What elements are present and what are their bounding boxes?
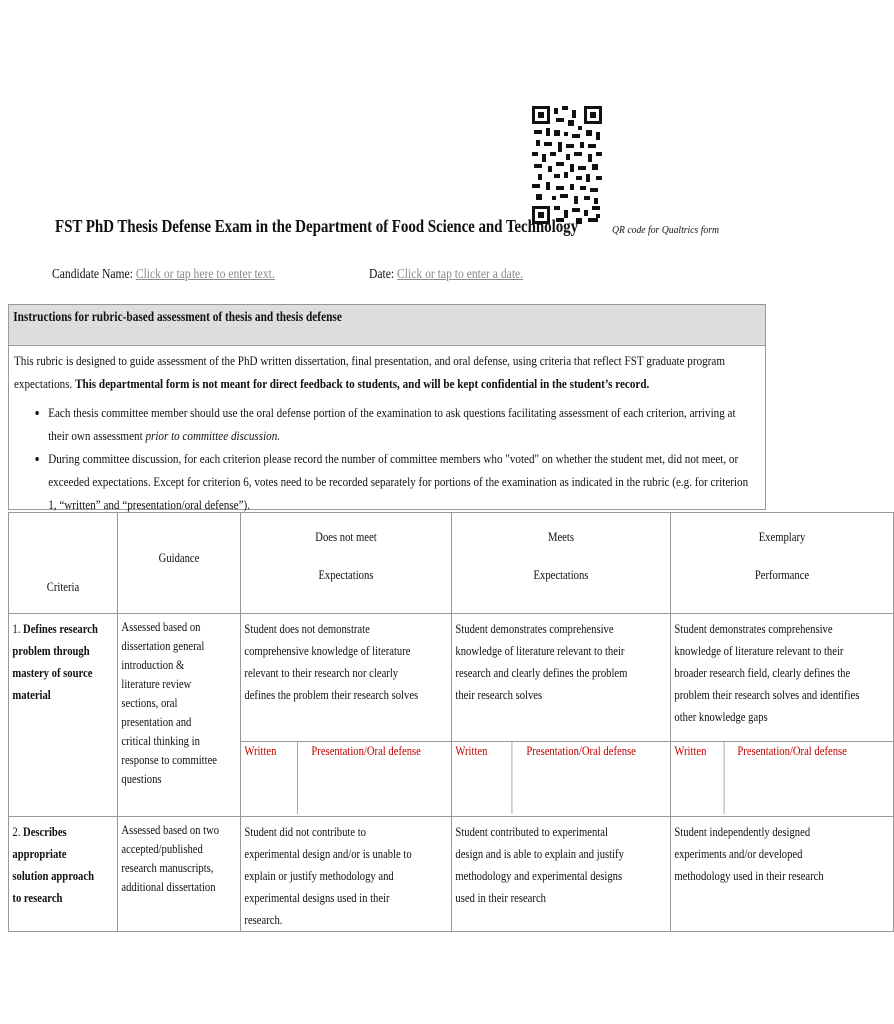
candidate-name-input[interactable]: Click or tap here to enter text. — [135, 266, 275, 281]
instructions-intro — [14, 349, 749, 395]
qr-caption: QR code for Qualtrics form — [612, 224, 720, 236]
vote-cell-exemplary — [671, 742, 894, 817]
list-item — [48, 447, 749, 516]
meets-cell: Student contributed to experimental design and is able to explain and justify methodology and experimental designs used in their research — [452, 817, 671, 932]
rubric-header-row — [9, 513, 894, 614]
vote-oral[interactable]: Presentation/Oral defense — [526, 744, 636, 758]
date-label: Date: — [369, 266, 395, 281]
vote-written[interactable]: Written — [241, 742, 298, 814]
candidate-name-row — [52, 266, 275, 282]
exemplary-cell: Student demonstrates comprehensive knowledge of literature relevant to their broader research field, clearly defines the problem their research solves and identifies other knowledge gaps — [671, 614, 894, 742]
bullet1-text: Each thesis committee member should use the oral defense portion of the examination to ask questions facilitating assessment of each criterion, arriving at their own assessment — [48, 405, 736, 443]
intro-bold-text: This departmental form is not meant for direct feedback to students, and will be kept confidential in the student’s record. — [75, 376, 650, 391]
header-criteria: Criteria — [9, 513, 118, 614]
meets-cell: Student demonstrates comprehensive knowledge of literature relevant to their research and clearly defines the problem their research solves — [452, 614, 671, 742]
header-guidance: Guidance — [118, 513, 241, 614]
vote-oral[interactable]: Presentation/Oral defense — [737, 744, 847, 758]
exemplary-cell: Student independently designed experiments and/or developed methodology used in their research — [671, 817, 894, 932]
list-item — [48, 401, 749, 447]
qr-code-icon — [532, 106, 602, 224]
instructions-heading: Instructions for rubric-based assessment of thesis and thesis defense — [13, 309, 342, 324]
guidance-cell: Assessed based on two accepted/published research manuscripts, additional dissertation — [118, 817, 241, 932]
vote-written[interactable]: Written — [452, 742, 512, 814]
vote-oral[interactable]: Presentation/Oral defense — [311, 744, 421, 758]
table-row — [9, 614, 894, 742]
vote-written[interactable]: Written — [671, 742, 725, 814]
header-exemplary: Exemplary Performance — [671, 513, 894, 614]
criterion-cell: 2. Describes appropriate solution approach to research — [9, 817, 118, 932]
rubric-table — [8, 512, 894, 932]
instructions-body — [14, 349, 749, 516]
bullet2-text: During committee discussion, for each criterion please record the number of committee members who "voted" on whether the student met, did not meet, or exceeded expectations. Except for criterion 6, votes need to be recorded separately for portions of the examination as indicated in the rubric (e.g. for criterion 1, “written” and “presentation/oral defense”). — [48, 451, 749, 512]
vote-cell-meets — [452, 742, 671, 817]
criterion-cell: 1. Defines research problem through mastery of source material — [9, 614, 118, 817]
candidate-name-label: Candidate Name: — [52, 266, 133, 281]
guidance-cell: Assessed based on dissertation general introduction & literature review sections, oral presentation and critical thinking in response to committee questions — [118, 614, 241, 817]
not-meet-cell: Student did not contribute to experimental design and/or is unable to explain or justify methodology and experimental designs used in their research. — [241, 817, 452, 932]
date-input[interactable]: Click or tap to enter a date. — [397, 266, 524, 281]
header-not-meet: Does not meet Expectations — [241, 513, 452, 614]
bullet1-italic-text: prior to committee discussion. — [145, 428, 281, 443]
not-meet-cell: Student does not demonstrate comprehensive knowledge of literature relevant to their research nor clearly defines the problem their research solves — [241, 614, 452, 742]
instructions-box — [8, 304, 766, 510]
intro-text: This rubric is designed to guide assessment of the PhD written dissertation, final presentation, and oral defense, using criteria that reflect FST graduate program expectations. — [14, 353, 725, 391]
vote-cell-not-meet — [241, 742, 452, 817]
date-row — [369, 266, 523, 282]
page-title: FST PhD Thesis Defense Exam in the Department of Food Science and Technology — [55, 216, 579, 236]
instructions-header — [9, 305, 765, 346]
instructions-list — [14, 401, 749, 516]
header-meets: Meets Expectations — [452, 513, 671, 614]
table-row — [9, 817, 894, 932]
